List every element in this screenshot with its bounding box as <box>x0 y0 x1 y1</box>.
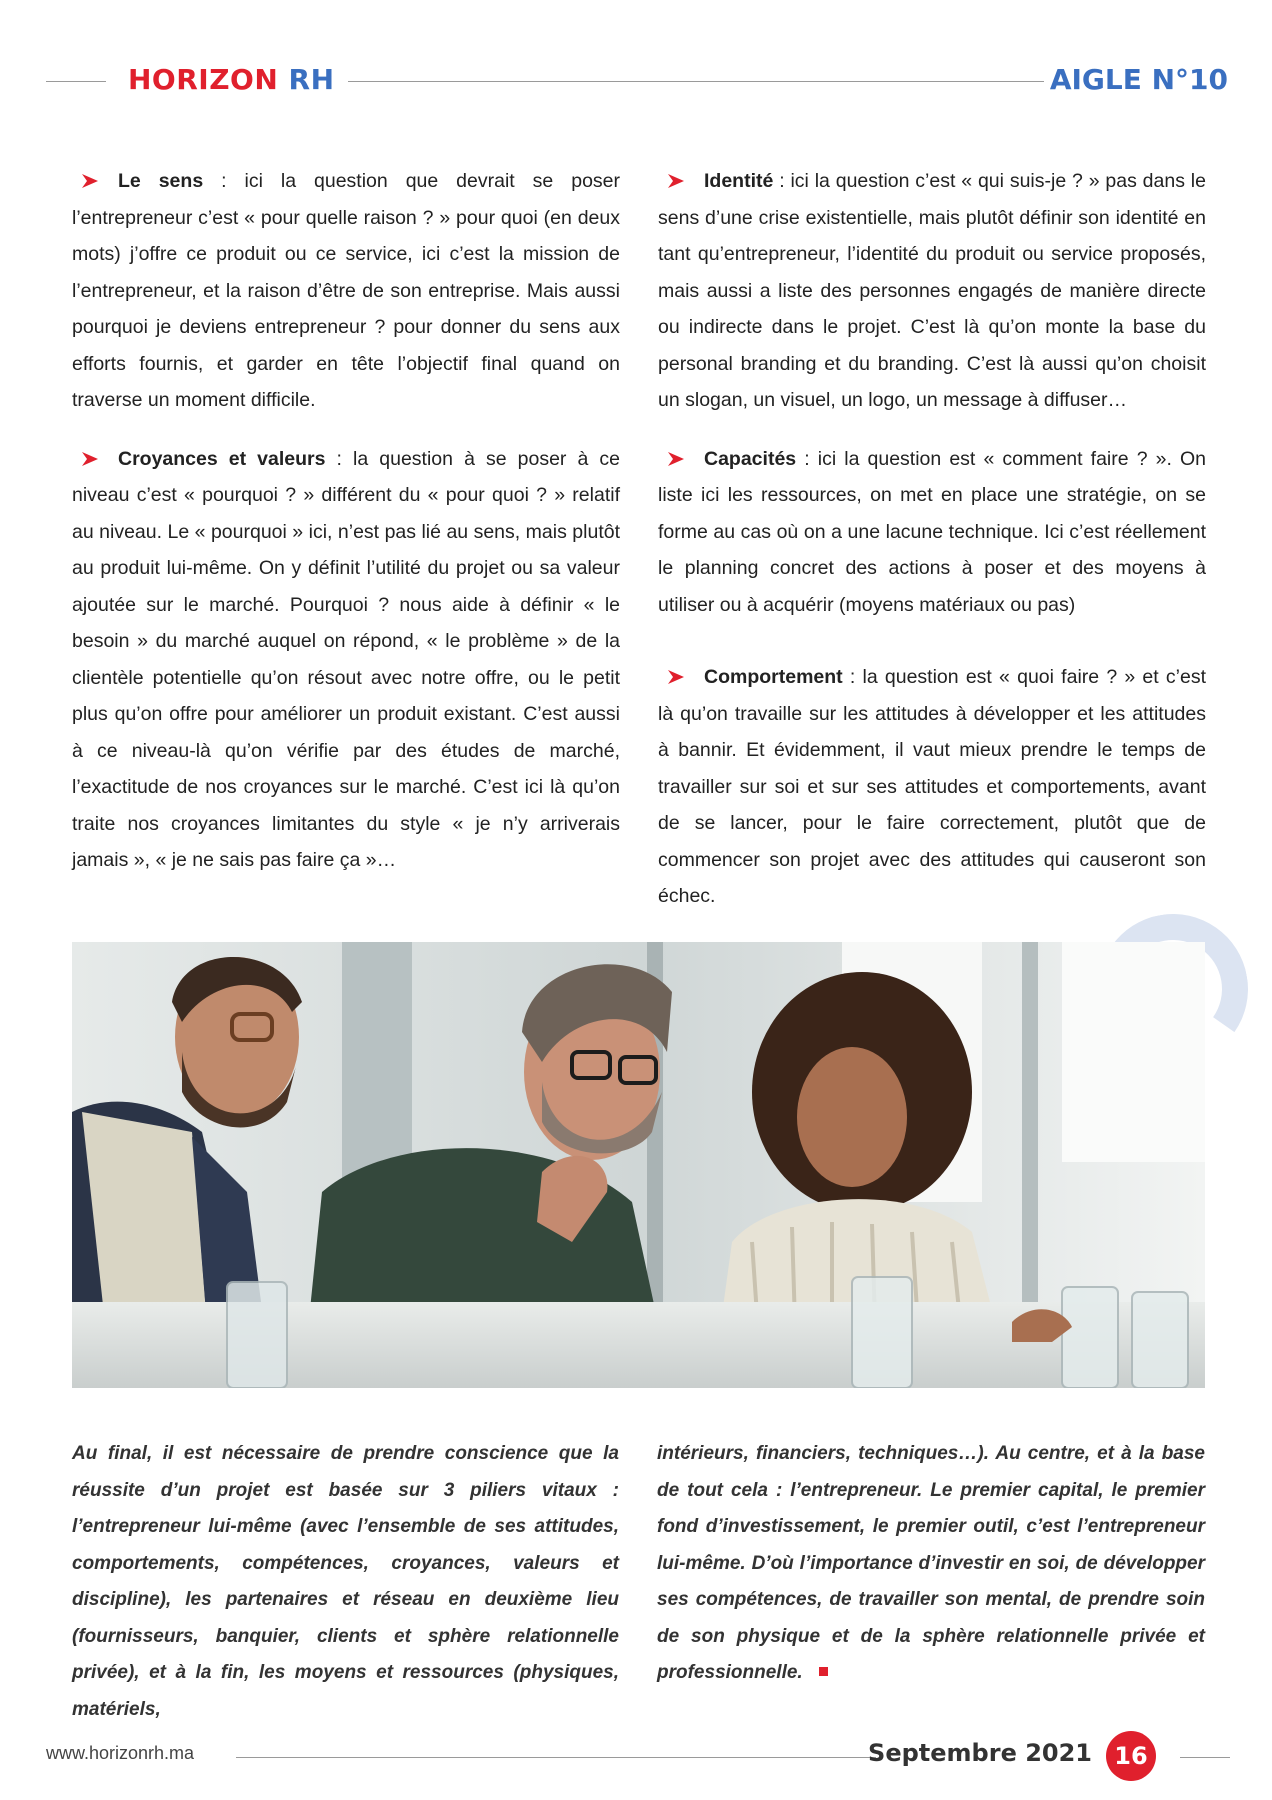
team-meeting-photo <box>72 942 1205 1388</box>
item-text: : la question à se poser à ce niveau c’est « pourquoi ? » différent du « pour quoi ? » relatif au niveau. Le « pourquoi » ici, n’est pas lié au sens, mais plutôt au produit lui-même. On y définit l’utilité du projet ou sa valeur ajoutée sur le marché. Pourquoi ? nous aide à définir « le besoin » du marché auquel on répond, « le problème » de la clientèle potentielle qu’on résout avec notre offre, ou le petit plus qu’on offre pour améliorer un produit existant. C’est aussi à ce niveau-là qu’on vérifie par des études de marché, l’exactitude de nos croyances sur le marché. C’est ici là qu’on traite nos croyances limitantes du style « je n’y arriverais jamais », « je ne sais pas faire ça »… <box>72 447 620 871</box>
right-column <box>658 163 1206 937</box>
photo-illustration <box>72 942 1205 1388</box>
left-column <box>72 163 620 901</box>
footer-rule-left <box>236 1757 876 1758</box>
brand-name-part2: RH <box>288 63 335 96</box>
item-croyances-valeurs <box>72 441 620 879</box>
chevron-right-icon <box>668 670 684 684</box>
brand-logo <box>128 60 335 100</box>
brand-name-part1: HORIZON <box>128 63 279 96</box>
chevron-right-icon <box>668 452 684 466</box>
footer-date: Septembre 2021 <box>868 1739 1092 1767</box>
item-capacites <box>658 441 1206 624</box>
item-text: : la question est « quoi faire ? » et c’est là qu’on travaille sur les attitudes à développer et les attitudes à bannir. Et évidemment, il vaut mieux prendre le temps de travailler sur soi et sur ses attitudes et comportements, avant de se lancer, pour le faire correctement, plutôt que de commencer son projet avec des attitudes qui causeront son échec. <box>658 666 1206 907</box>
header-rule-middle <box>348 81 1044 82</box>
chevron-right-icon <box>82 452 98 466</box>
item-text: : ici la question est « comment faire ? ». On liste ici les ressources, on met en place une stratégie, on se forme au cas où on a une lacune technique. Ici c’est réellement le planning concret des actions à poser et des moyens à utiliser ou à acquérir (moyens matériaux ou pas) <box>658 447 1206 616</box>
header-rule-left <box>46 81 106 82</box>
item-identite <box>658 163 1206 419</box>
item-le-sens <box>72 163 620 419</box>
item-comportement <box>658 659 1206 915</box>
chevron-right-icon <box>82 174 98 188</box>
conclusion-left: Au final, il est nécessaire de prendre conscience que la réussite d’un projet est basée sur 3 piliers vitaux : l’entrepreneur lui-même (avec l’ensemble de ses attitudes, comportements, compétences, croyances, valeurs et discipline), les partenaires et réseau en deuxième lieu (fournisseurs, banquier, clients et sphère relationnelle privée), et à la fin, les moyens et ressources (physiques, matériels, <box>72 1443 619 1720</box>
term-label: Comportement <box>704 666 843 688</box>
footer-rule-right <box>1180 1757 1230 1758</box>
conclusion-right-text: intérieurs, financiers, techniques…). Au centre, et à la base de tout cela : l’entrepreneur. Le premier capital, le premier fond d’investissement, le premier outil, c’est l’entrepreneur lui-même. D’où l’importance d’investir en soi, de développer ses compétences, de travailler son mental, de prendre soin de son physique et de la sphère relationnelle privée et professionnelle. <box>657 1443 1205 1683</box>
term-label: Croyances et valeurs <box>118 447 326 470</box>
item-text: : ici la question que devrait se poser l’entrepreneur c’est « pour quelle raison ? » pour quoi (en deux mots) j’offre ce produit ou ce service, ici c’est la mission de l’entrepreneur, et la raison d’être de son entreprise. Mais aussi pourquoi je deviens entrepreneur ? pour donner du sens aux efforts fournis, et garder en tête l’objectif final quand on traverse un moment difficile. <box>72 170 621 411</box>
term-label: Le sens <box>118 170 204 192</box>
issue-number: AIGLE N°10 <box>1049 63 1228 96</box>
term-label: Capacités <box>704 447 797 470</box>
page-number: 16 <box>1106 1731 1156 1781</box>
conclusion-right <box>657 1436 1205 1692</box>
term-label: Identité <box>704 170 774 192</box>
item-text: : ici la question c’est « qui suis-je ? » pas dans le sens d’une crise existentielle, mais plutôt définir son identité en tant qu’entrepreneur, l’identité du produit ou service proposés, mais aussi a liste des personnes engagés de manière directe ou indirecte dans le projet. C’est là qu’on monte la base du personal branding et du branding. C’est là aussi qu’on choisit un slogan, un visuel, un logo, un message à diffuser… <box>658 170 1206 411</box>
end-mark-icon <box>819 1667 828 1676</box>
footer-url[interactable]: www.horizonrh.ma <box>46 1743 195 1763</box>
chevron-right-icon <box>668 174 684 188</box>
